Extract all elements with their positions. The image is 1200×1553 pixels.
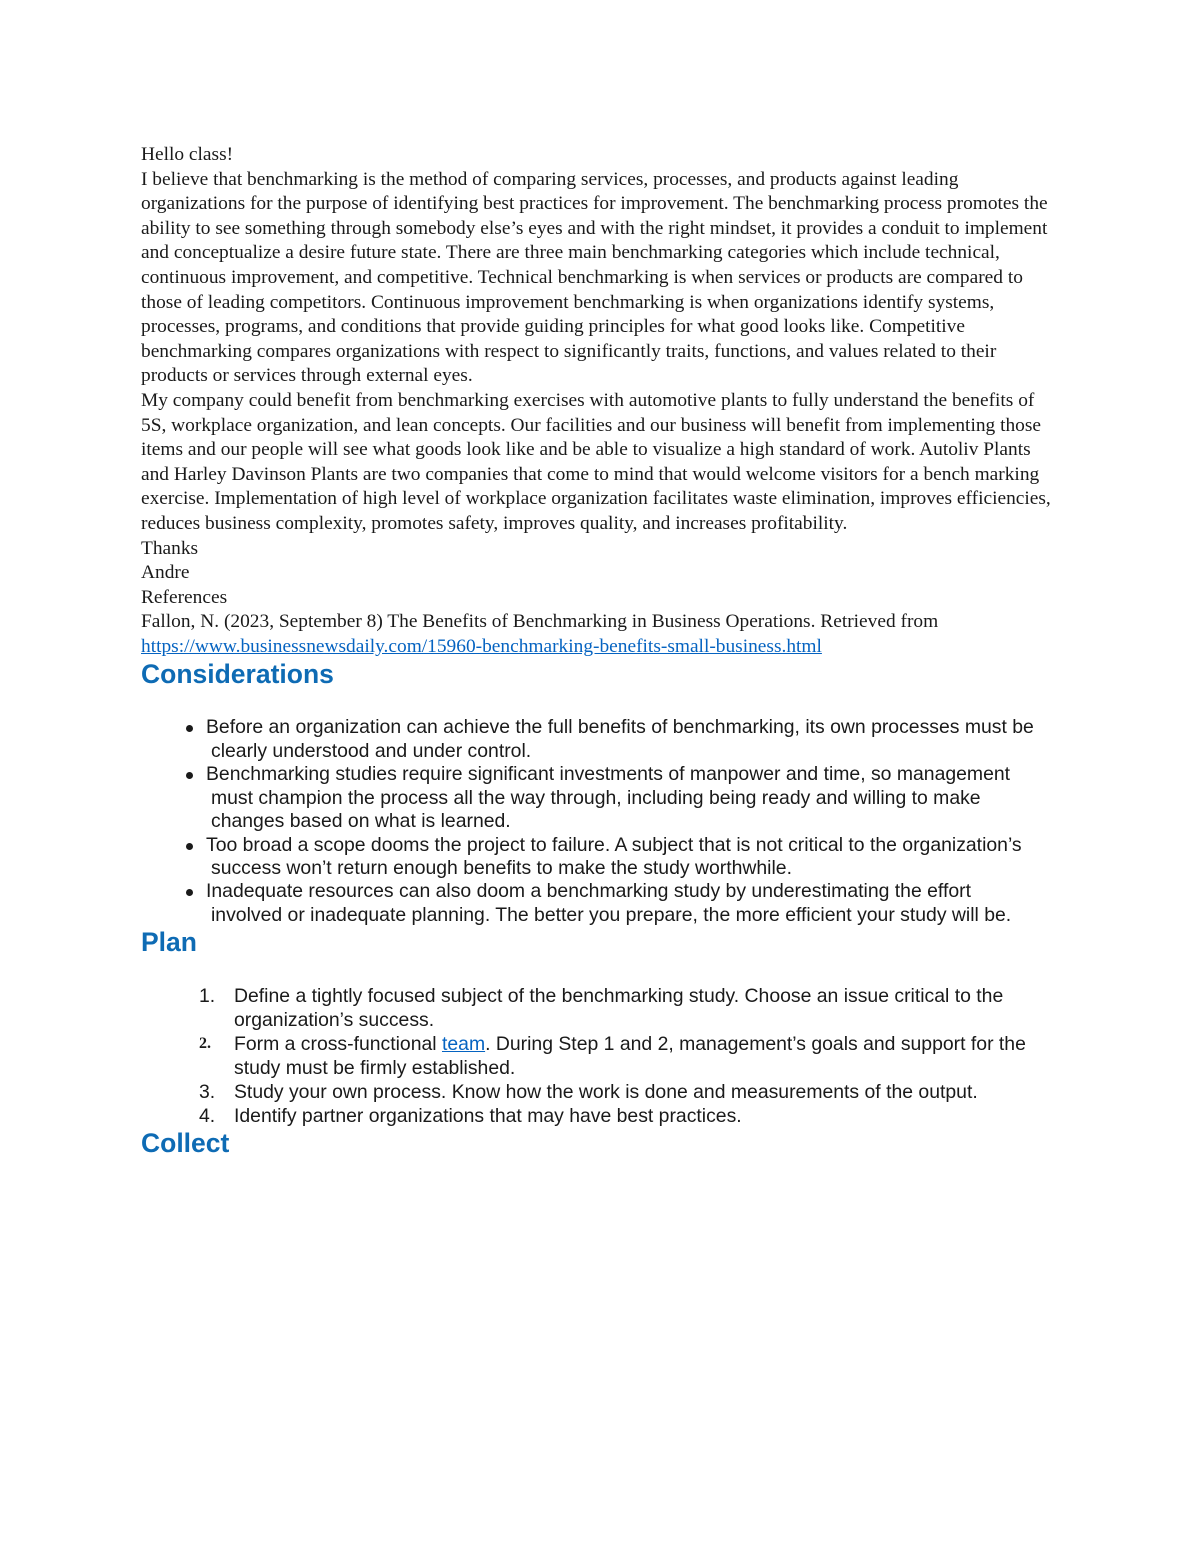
bullet-icon [186, 843, 193, 850]
step-number: 4. [199, 1105, 216, 1128]
collect-heading: Collect [141, 1128, 230, 1159]
closing-thanks: Thanks [141, 537, 199, 559]
reference-link[interactable]: https://www.businessnewsdaily.com/15960-benchmarking-benefits-small-business.html [141, 635, 822, 657]
step-text-before: Form a cross-functional [234, 1033, 442, 1056]
bullet-icon [186, 889, 193, 896]
list-item [141, 1104, 1064, 1128]
step-text-after: . During Step 1 and 2, management’s goals and support for the study must be firmly established. [234, 1033, 1026, 1080]
greeting: Hello class! [141, 144, 234, 165]
bullet-icon [186, 725, 193, 732]
list-item: Too broad a scope dooms the project to failure. A subject that is not critical to the organization’s success won’t return enough benefits to make the study worthwhile. [141, 834, 1041, 881]
plan-heading: Plan [141, 927, 197, 958]
list-item [141, 984, 1064, 1032]
reference-entry [141, 610, 1061, 659]
considerations-list [141, 716, 1061, 927]
references-heading: References [141, 586, 228, 608]
paragraph-company-benefit: My company could benefit from benchmarking exercises with automotive plants to fully understand the benefits of 5S, workplace organization, and lean concepts. Our facilities and our business will benefit from implementing those items and our people will see what goods look like and be able to visualize a high standard of work. Autoliv Plants and Harley Davinson Plants are two companies that come to mind that would welcome visitors for a bench marking exercise. Implementation of high level of workplace organization facilitates waste elimination, improves efficiencies, reduces business complexity, promotes safety, improves quality, and increases profitability. [141, 389, 1051, 534]
step-text: Study your own process. Know how the work is done and measurements of the output. [234, 1081, 978, 1104]
step-text: Identify partner organizations that may have best practices. [234, 1105, 742, 1128]
bullet-icon [186, 772, 193, 779]
list-item: Benchmarking studies require significant investments of manpower and time, so management must champion the process all the way through, including being ready and willing to make changes based on what is learned. [141, 763, 1041, 833]
list-item: Before an organization can achieve the full benefits of benchmarking, its own processes must be clearly understood and under control. [141, 716, 1041, 763]
author-name: Andre [141, 562, 190, 584]
step-number: 3. [199, 1081, 216, 1104]
step-number: 2. [199, 1035, 211, 1053]
list-item: Inadequate resources can also doom a benchmarking study by underestimating the effort involved or inadequate planning. The better you prepare, the more efficient your study will be. [141, 880, 1041, 927]
step-text: Define a tightly focused subject of the benchmarking study. Choose an issue critical to the organization’s success. [234, 985, 1004, 1032]
team-link[interactable]: team [441, 1033, 486, 1056]
discussion-post [141, 143, 1061, 659]
list-item [141, 1032, 1064, 1080]
plan-steps-list [141, 984, 1061, 1128]
paragraph-benchmarking-definition: I believe that benchmarking is the method of comparing services, processes, and products against leading organizations for the purpose of identifying best practices for improvement. The benchmarking process promotes the ability to see something through somebody else’s eyes and with the right mindset, it provides a conduit to implement and conceptualize a desire future state. There are three main benchmarking categories which include technical, continuous improvement, and competitive. Technical benchmarking is when services or products are compared to those of leading competitors. Continuous improvement benchmarking is when organizations identify systems, processes, programs, and conditions that provide guiding principles for what good looks like. Competitive benchmarking compares organizations with respect to significantly traits, functions, and values related to their products or services through external eyes. [141, 168, 1048, 387]
document-page [141, 143, 1061, 1159]
reference-text: Fallon, N. (2023, September 8) The Benefits of Benchmarking in Business Operations. Retrieved from [141, 611, 939, 633]
considerations-heading: Considerations [141, 659, 334, 690]
step-number: 1. [199, 985, 216, 1008]
list-item [141, 1080, 1064, 1104]
